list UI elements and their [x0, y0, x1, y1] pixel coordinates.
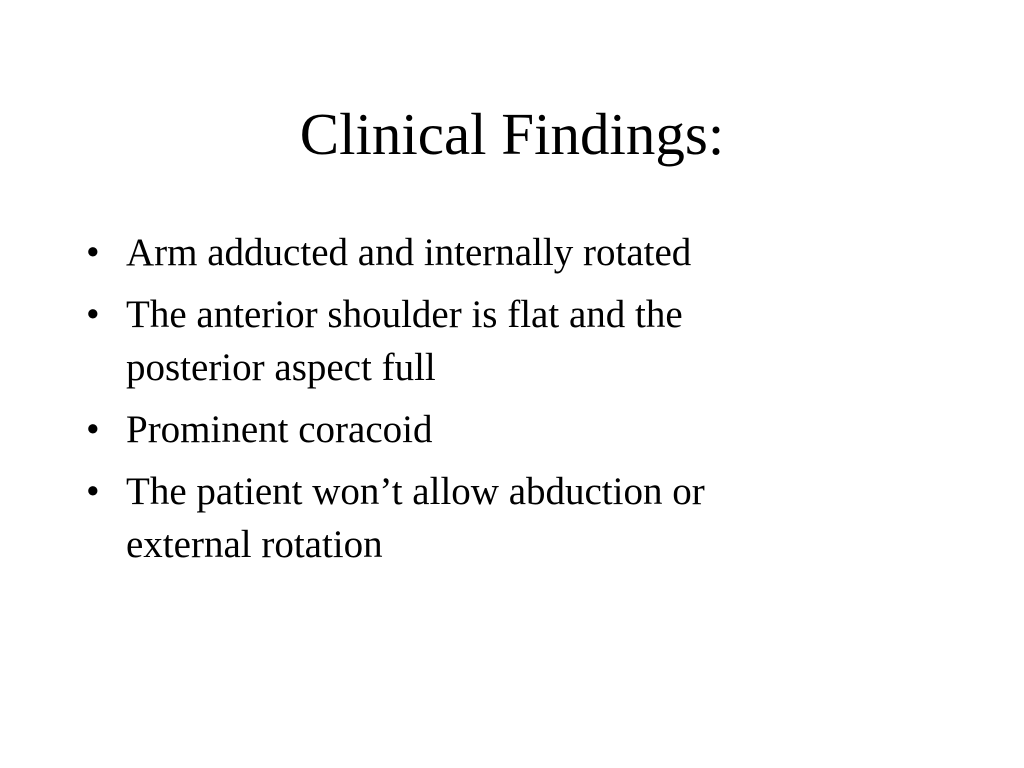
- bullet-marker: •: [86, 293, 100, 336]
- bullet-list: [86, 226, 826, 580]
- bullet-item: [86, 226, 826, 279]
- bullet-marker: •: [86, 470, 100, 513]
- bullet-item: [86, 288, 826, 394]
- slide-title: Clinical Findings:: [299, 101, 725, 167]
- bullet-text: Prominent coracoid: [126, 408, 433, 451]
- bullet-item: [86, 465, 826, 571]
- bullet-marker: •: [86, 408, 100, 451]
- bullet-text: Arm adducted and internally rotated: [126, 231, 692, 274]
- bullet-item: [86, 403, 826, 456]
- bullet-text: The patient won’t allow abduction or external rotation: [126, 470, 705, 566]
- bullet-marker: •: [86, 231, 100, 274]
- bullet-text: The anterior shoulder is flat and the posterior aspect full: [126, 293, 683, 389]
